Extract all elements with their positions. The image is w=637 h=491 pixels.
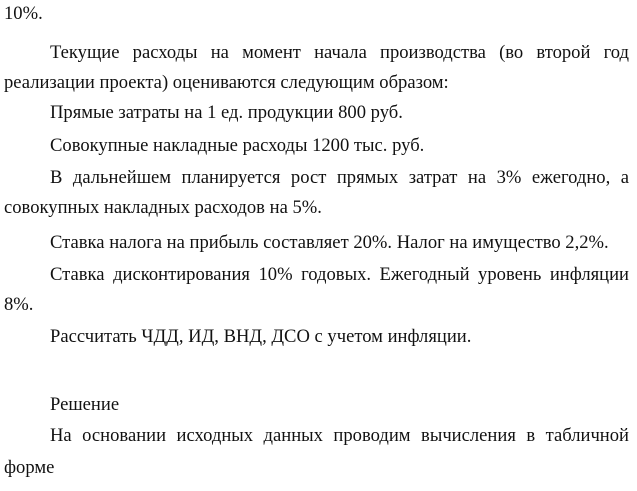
text-line: 10%. [4, 3, 43, 24]
text-line: Прямые затраты на 1 ед. продукции 800 руб. [50, 102, 403, 123]
text-line: 8%. [4, 294, 34, 315]
text-line: совокупных накладных расходов на 5%. [4, 197, 322, 218]
text-line: Текущие расходы на момент начала производства (во второй год [50, 42, 629, 63]
text-line: форме [4, 457, 55, 478]
section-heading: Решение [50, 394, 120, 415]
text-line: Ставка дисконтирования 10% годовых. Ежегодный уровень инфляции [50, 264, 629, 285]
text-line: реализации проекта) оцениваются следующим образом: [4, 72, 449, 93]
text-line: На основании исходных данных проводим вычисления в табличной [50, 425, 629, 446]
text-line: Ставка налога на прибыль составляет 20%. Налог на имущество 2,2%. [50, 232, 609, 253]
text-line: Совокупные накладные расходы 1200 тыс. руб. [50, 135, 425, 156]
text-line: Рассчитать ЧДД, ИД, ВНД, ДСО с учетом инфляции. [50, 326, 472, 347]
text-line: В дальнейшем планируется рост прямых затрат на 3% ежегодно, а [50, 167, 629, 188]
